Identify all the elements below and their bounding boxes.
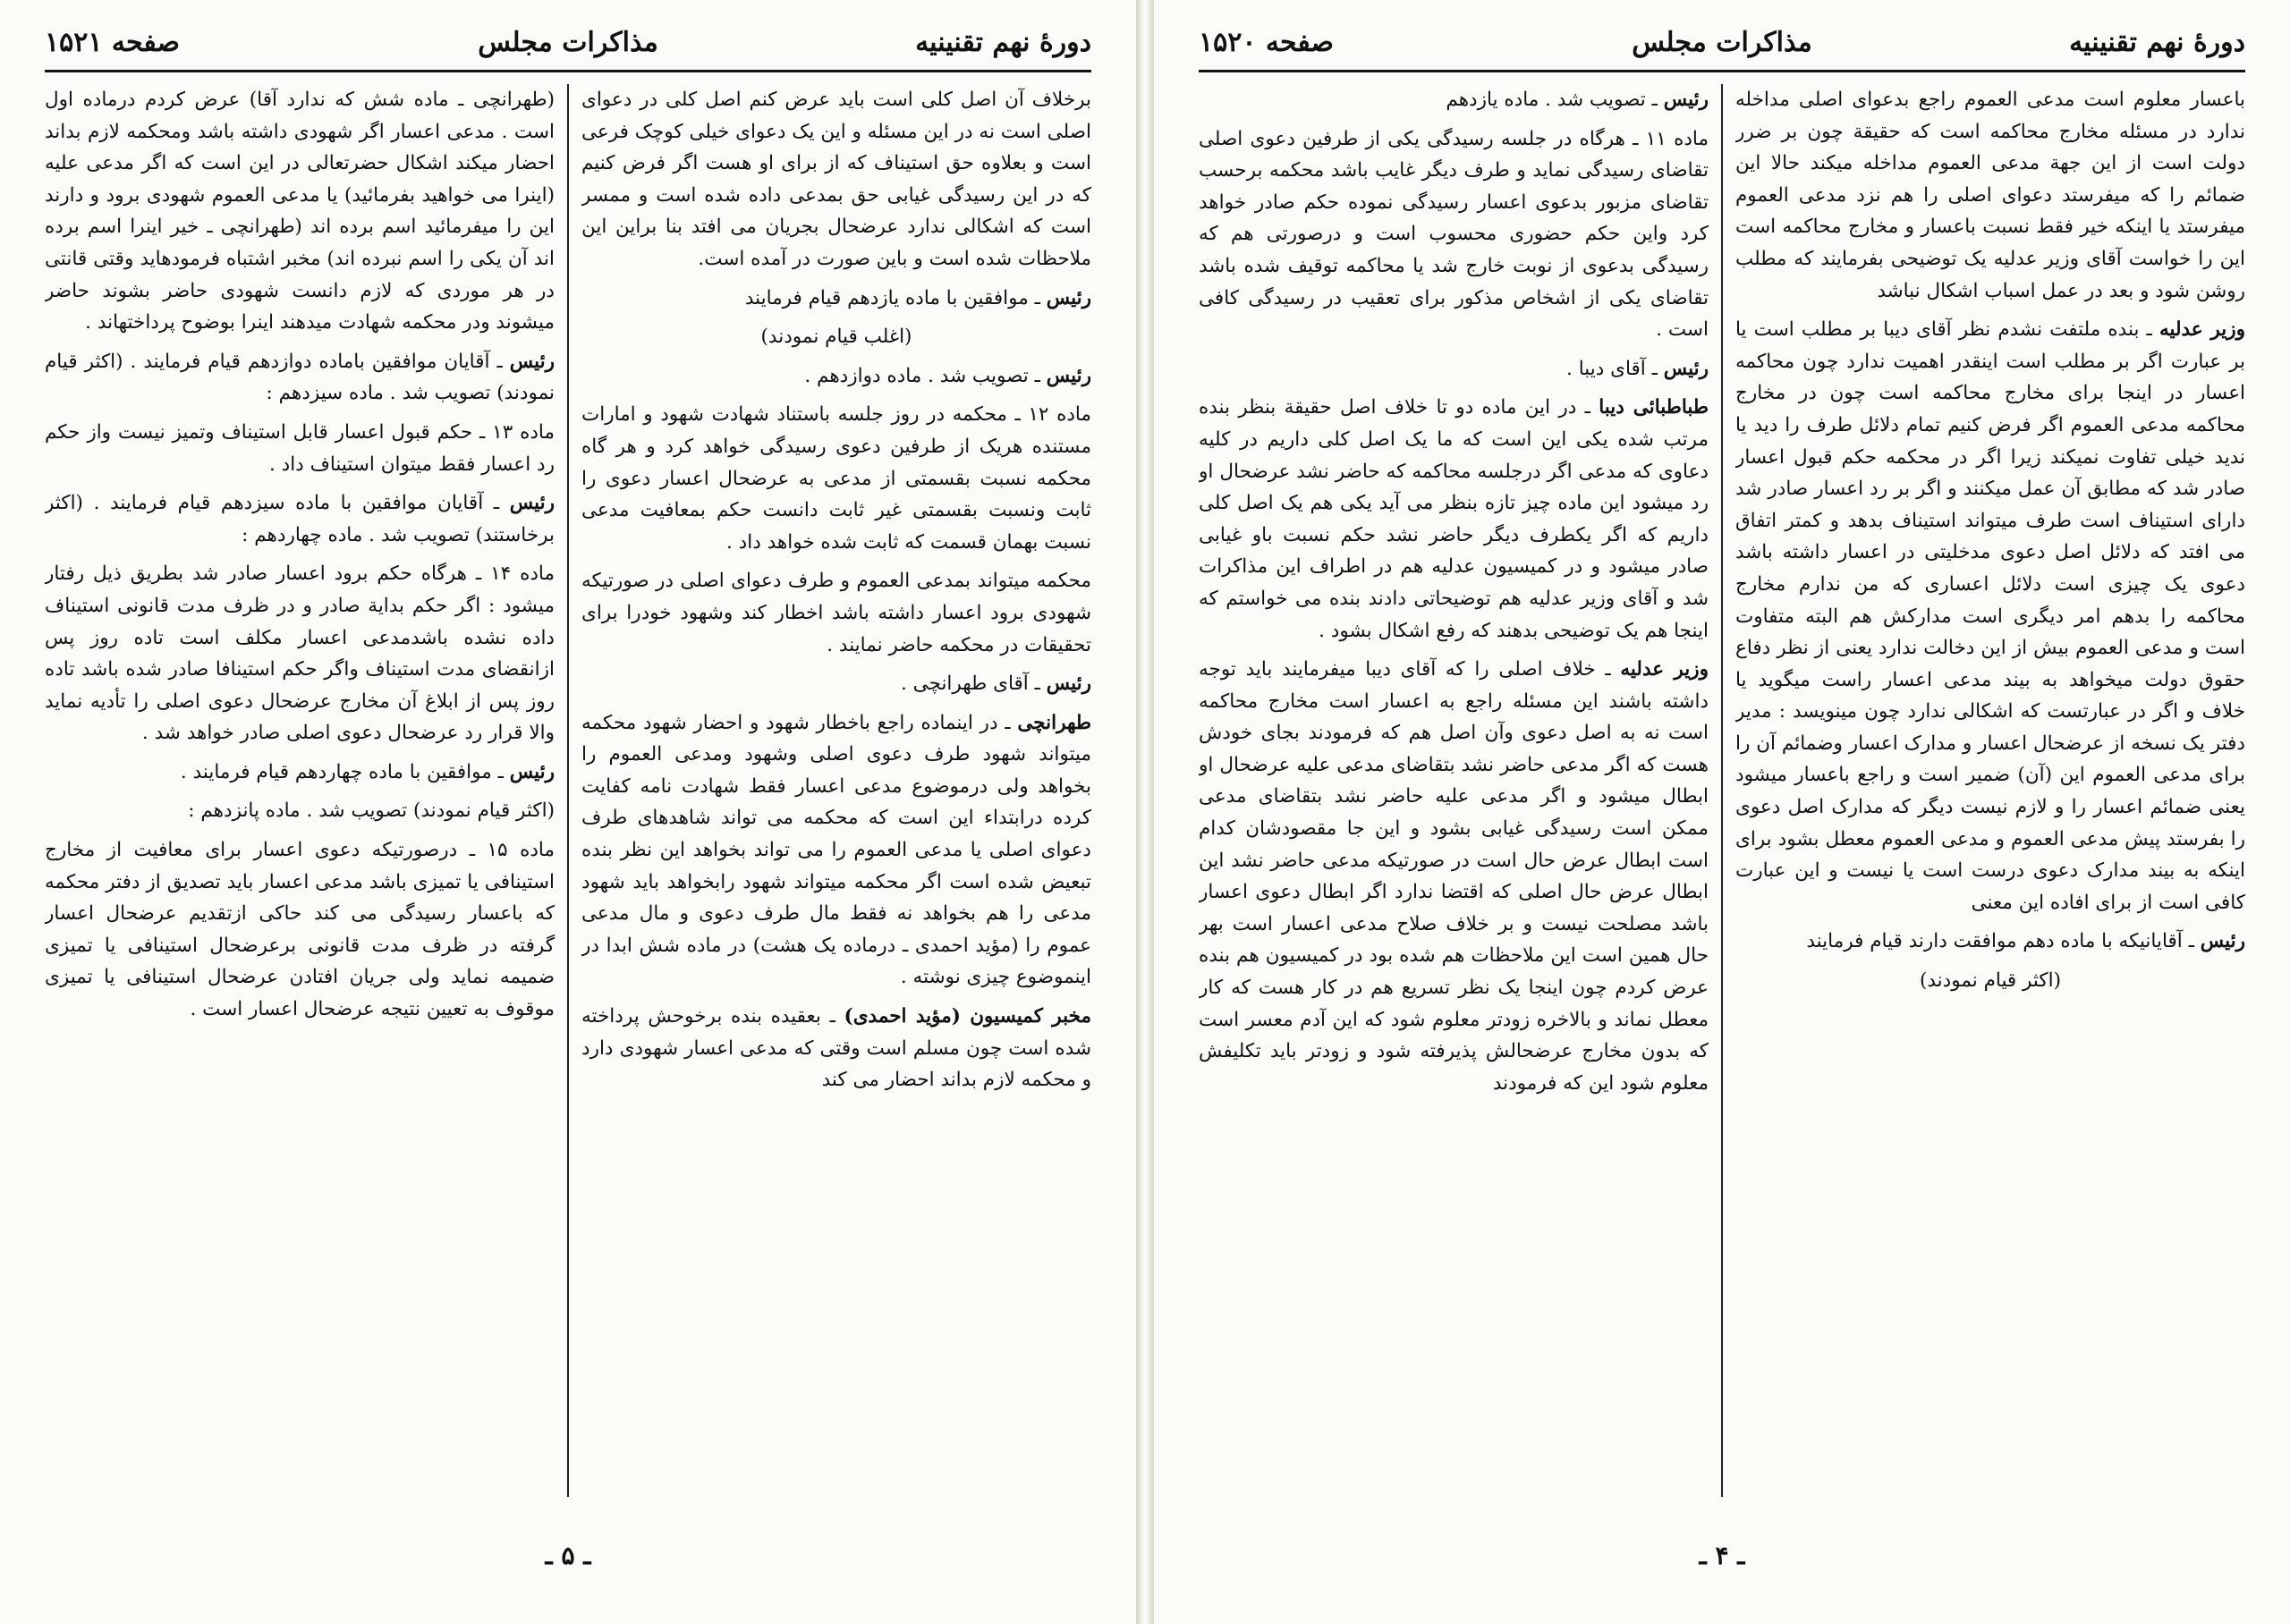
speaker-name: وزیر عدلیه (2159, 318, 2245, 342)
column-divider (1721, 84, 1723, 1497)
page-number: صفحه ۱۵۲۱ (45, 27, 180, 58)
paragraph-text: بعقیده بنده برخوحش پرداخته شده است چون مسلم است وقتی که مدعی اعسار شهودی دارد و محکمه لازم بداند احضار می کند (581, 1005, 1091, 1092)
paragraph: مخبر کمیسیون (مؤید احمدی) ـ بعقیده بنده برخوحش پرداخته شده است چون مسلم است وقتی که مدعی اعسار شهودی دارد و محکمه لازم بداند احضار می کند (581, 1005, 1091, 1092)
paragraph-text: آقای دیبا . (1566, 357, 1646, 380)
paragraph-text: ماده ۱۴ ـ هرگاه حکم برود اعسار صادر شد بطریق ذیل رفتار میشود : اگر حکم بدایة صادر و در ظرف مدت قانونی استیناف داده نشده باشدمدعی اعسار مکلف است تاده روز پس ازانقضای مدت استیناف واگر حکم استینافا صادر شده باشد تاده روز پس از ابلاغ آن مخارج عرضحال دعوی اصلی را تأدیه نماید والا قرار رد عرضحال دعوی اصلی صادر خواهد شد . (45, 562, 555, 745)
text-column-right (1735, 84, 2245, 1497)
paragraph: وزیر عدلیه ـ خلاف اصلی را که آقای دیبا میفرمایند باید توجه داشته باشند این مسئله راجع به اعسار است مخارج محاکمه است نه به اصل دعوی وآن اصل هم که فرمودند بجای خودش هست که اگر مدعی حاضر نشد بتقاضای مدعی علیه عرضحال او ابطال میشود و اگر مدعی علیه حاضر نشد بتقاضای مدعی ممکن است رسیدگی غیابی بشود و این جا مقصودشان کدام است ابطال عرض حال است در صورتیکه مدعی حاضر نشد این ابطال عرض حال اصلی که اقتضا ندارد اگر ابطال دعوی اعسار باشد مصلحت نیست و بر خلاف صلاح مدعی اعسار است بهر حال همین است این ملاحظات هم شده بود در کمیسیون هم بنده عرض کردم چون اینجا یک نظر تسریع هم در کار هست که کار معطل نماند و بالاخره زودتر معلوم شود که این آدم معسر است که بدون مخارج عرضحالش پذیرفته شود و زودتر باید تکلیفش معلوم شود این که فرمودند (1199, 658, 1709, 1095)
paragraph: رئیس ـ آقایان موافقین با ماده سیزدهم قیام فرمایند . (اکثر برخاستند) تصویب شد . ماده چهاردهم : (45, 492, 555, 546)
paragraph: طباطبائی دیبا ـ در این ماده دو تا خلاف اصل حقیقة بنظر بنده مرتب شده یکی این است که ما یک اصل کلی داریم در کلیه دعاوی که مدعی اگر درجلسه محاکمه که حاضر نشد عرضحال او رد میشود این ماده چیز تازه بنظر می آید یکی هم یک اصل کلی داریم که اگر یکطرف دیگر حاضر نشد حکم نسبت باو غیابی صادر میشود و در کمیسیون عدلیه هم در اطراف این مذاکرات شد و آقای وزیر عدلیه هم توضیحاتی دادند بنده می خواستم که اینجا هم یک توضیحی بدهند که رفع اشکال بشود . (1199, 396, 1709, 642)
journal-title: مذاکرات مجلس (1632, 27, 1812, 58)
paragraph: رئیس ـ آقایان موافقین باماده دوازدهم قیام فرمایند . (اکثر قیام نمودند) تصویب شد . ماده سیزدهم : (45, 350, 555, 405)
paragraph-text: باعسار معلوم است مدعی العموم راجع بدعوای اصلی مداخله ندارد در مسئله مخارج محاکمه است که حقیقة چون بر ضرر دولت است از این جهة مدعی العموم مداخله میکند حالا این ضمائم را که میفرستد دعوای اصلی را هم نزد مدعی العموم میفرستد یا اینکه خیر فقط نسبت باعسار و مخارج محاکمه است این را خواست آقای وزیر عدلیه یک توضیحی بفرمایند که مطلب روشن شود و بعد در عمل اسباب اشکال نباشد (1735, 89, 2245, 302)
text-column-left (45, 84, 555, 1497)
session-title: دورهٔ نهم تقنینیه (2069, 27, 2245, 58)
left-header (45, 20, 1091, 73)
paragraph (581, 565, 1091, 661)
paragraph-text: ماده ۱۵ ـ درصورتیکه دعوی اعسار برای معافیت از مخارج استینافی یا تمیزی باشد مدعی اعسار باید تصدیق از دفتر محکمه که باعسار رسیدگی می کند حاکی ازتقدیم عرضحال اعسار گرفته در ظرف مدت قانونی برعرضحال استینافی یا تمیزی ضمیمه نماید ولی جریان افتادن عرضحال استینافی یا تمیزی موقوف به تعیین نتیجه عرضحال اعسار است . (45, 839, 555, 1021)
speaker-name: رئیس (1046, 672, 1091, 696)
paragraph-text: در این ماده دو تا خلاف اصل حقیقة بنظر بنده مرتب شده یکی این است که ما یک اصل کلی داریم در کلیه دعاوی که مدعی اگر درجلسه محاکمه که حاضر نشد عرضحال او رد میشود این ماده چیز تازه بنظر می آید یکی هم یک اصل کلی داریم که اگر یکطرف دیگر حاضر نشد حکم نسبت باو غیابی صادر میشود و در کمیسیون عدلیه هم در اطراف این مذاکرات شد و آقای وزیر عدلیه هم توضیحاتی دادند بنده می خواستم که اینجا هم یک توضیحی بدهند که رفع اشکال بشود . (1199, 396, 1709, 642)
paragraph-text: تصویب شد . ماده دوازدهم . (804, 364, 1029, 387)
speaker-name: رئیس (1663, 357, 1709, 380)
paragraph-text: موافقین با ماده چهاردهم قیام فرمایند . (180, 760, 492, 783)
paragraph (45, 795, 555, 827)
paragraph-text: در اینماده راجع باخطار شهود و احضار شهود محکمه میتواند شهود طرف دعوی اصلی وشهود ومدعی العموم را بخواهد ولی درموضوع مدعی اعسار فقط شهادت نامه کفایت کرده درابتداء این است که محکمه می تواند شاهدهای طرف دعوای اصلی یا مدعی العموم را می تواند بخواهد این نظر بنده تبعیض شده است اگر محکمه میتواند شهود رابخواهد باید شهود مدعی را هم بخواهد نه فقط مال طرف دعوی و مال مدعی عموم را (مؤید احمدی ـ درماده یک هشت) در ماده شش ابدا در اینموضوع چیزی نوشته . (581, 711, 1091, 989)
paragraph: رئیس ـ آقای طهرانچی . (900, 672, 1091, 696)
page-number: صفحه ۱۵۲۰ (1199, 27, 1334, 58)
paragraph-text: بنده ملتفت نشدم نظر آقای دیبا بر مطلب است یا بر عبارت اگر بر مطلب است اینقدر اهمیت ندارد چون محاکمه اعسار در اینجا برای مخارج محاکمه است چون در مخارج محاکمه مدعی العموم اگر فرض کنیم تمام دلائل طرف را دید یا ندید خیلی تفاوت نمیکند زیرا اگر در محکمه حکم قبول اعسار صادر شد که مطابق آن عمل میکنند و اگر بر رد اعسار صادر شد دارای استیناف است طرف میتواند استیناف بدهد و کمتر اتفاق می افتد که دلائل اصل دعوی مدخلیتی در اعسار داشته باشد دعوی یک چیزی است دلائل اعساری که من ندارم مخارج محاکمه را بدهم امر دیگری است مدارکش هم البته متفاوت است و مدعی العموم بیش از این دخالت ندارد یعنی از نظر دفاع حقوق دولت میخواهد به بیند مدعی اعسار راست میگوید یا خلاف و اگر در عبارتست که اشکالی ندارد چون مینویسد : مدیر دفتر یک نسخه از عرضحال اعسار و مدارک اعسار وضمائم آن را برای مدعی العموم این (آن) ضمیر است و راجع باعسار میشود یعنی ضمائم اعسار را و لازم نیست دیگر که مدارک اصل دعوی را بفرستد پیش مدعی العموم و مدعی العموم معطل بشود برای اینکه به بیند مدارک دعوی درست است یا نیست و این عبارت کافی است از برای افاده این معنی (1735, 318, 2245, 914)
header-rule (1199, 70, 2245, 72)
paragraph: رئیس ـ تصویب شد . ماده یازدهم (1446, 89, 1709, 111)
speaker-name: مخبر کمیسیون (مؤید احمدی) (844, 1005, 1091, 1028)
paragraph: (اکثر قیام نمودند) (1920, 969, 2061, 993)
paragraph-text: ماده ۱۱ ـ هرگاه در جلسه رسیدگی یکی از طرفین دعوی اصلی تقاضای رسیدگی نماید و طرف دیگر غایب باشد محکمه برحسب تقاضای مزبور بدعوی اعسار رسیدگی نموده حکم صادر خواهد کرد واین حکم حضوری محسوب است و درصورتی هم که رسیدگی بدعوی از نوبت خارج شد یا محاکمه توقیف شده باشد تقاضای یکی از اشخاص مذکور برای تعقیب در رسیدگی کافی است . (1199, 127, 1709, 342)
journal-title: مذاکرات مجلس (478, 27, 658, 58)
speaker-name: طهرانچی (1017, 711, 1091, 734)
speaker-name: رئیس (2200, 930, 2245, 953)
paragraph-text: آقایانیکه با ماده دهم موافقت دارند قیام فرمایند (1806, 930, 2183, 953)
paragraph: رئیس ـ آقای دیبا . (1566, 357, 1709, 380)
paragraph (581, 399, 1091, 558)
paragraph-text: (طهرانچی ـ ماده شش که ندارد آقا) عرض کردم درماده اول است . مدعی اعسار اگر شهودی داشته باشد ومحکمه لازم بداند احضار میکند اشکال حضرتعالی در این است که اگر مدعی علیه (اینرا می خواهید بفرمائید) یا مدعی العموم شهودی برود و دارند این را میفرمائید اسم برده اند (طهرانچی ـ خیر اینرا اسم برده اند آن یکی را اسم نبرده اند) مخبر اشتباه فرمودهاید وقتی قانتی در هر موردی که لازم دانست شهودی حاضر بشوند حاضر میشوند ودر محکمه شهادت میدهند اینرا بوضوح پرداختهاند . (45, 89, 555, 334)
paragraph: طهرانچی ـ در اینماده راجع باخطار شهود و احضار شهود محکمه میتواند شهود طرف دعوی اصلی وشهود ومدعی العموم را بخواهد ولی درموضوع مدعی اعسار فقط شهادت نامه کفایت کرده درابتداء این است که محکمه می تواند شاهدهای طرف دعوای اصلی یا مدعی العموم را می تواند بخواهد این نظر بنده تبعیض شده است اگر محکمه میتواند شهود رابخواهد باید شهود مدعی را هم بخواهد نه فقط مال طرف دعوی و مال مدعی عموم را (مؤید احمدی ـ درماده یک هشت) در ماده شش ابدا در اینموضوع چیزی نوشته . (581, 711, 1091, 989)
paragraph-text: ماده ۱۲ ـ محکمه در روز جلسه باستناد شهادت شهود و امارات مستنده هریک از طرفین دعوی رسیدگی خواهد کرد و هر گاه محکمه نسبت بقسمتی از مدعی به عرضحال اعسار دعوی را ثابت ونسبت بقسمتی غیر ثابت دانست حکم بمعافیت مدعی نسبت بهمان قسمت که ثابت شده خواهد داد . (581, 403, 1091, 554)
paragraph-text: آقای طهرانچی . (900, 672, 1029, 696)
speaker-name: رئیس (1046, 286, 1091, 309)
speaker-name: رئیس (509, 760, 555, 783)
paragraph: (اغلب قیام نمودند) (760, 326, 912, 349)
speaker-name: رئیس (509, 350, 555, 373)
paragraph (45, 84, 555, 339)
right-page (1154, 0, 2290, 1624)
paragraph-text: تصویب شد . ماده یازدهم (1446, 89, 1646, 111)
paragraph-text: (اکثر قیام نمودند) تصویب شد . ماده پانزدهم : (188, 799, 555, 823)
speaker-name: رئیس (1046, 364, 1091, 387)
paragraph: رئیس ـ آقایانیکه با ماده دهم موافقت دارند قیام فرمایند (1806, 930, 2245, 953)
text-column-right (581, 84, 1091, 1497)
paragraph (45, 834, 555, 1026)
paragraph: وزیر عدلیه ـ بنده ملتفت نشدم نظر آقای دیبا بر مطلب است یا بر عبارت اگر بر مطلب است اینقدر اهمیت ندارد چون محاکمه اعسار در اینجا برای مخارج محاکمه است چون در مخارج محاکمه مدعی العموم اگر فرض کنیم تمام دلائل طرف را دید یا ندید خیلی تفاوت نمیکند زیرا اگر در محکمه حکم قبول اعسار صادر شد که مطابق آن عمل میکنند و اگر بر رد اعسار صادر شد دارای استیناف است طرف میتواند استیناف بدهد و کمتر اتفاق می افتد که دلائل اصل دعوی مدخلیتی در اعسار داشته باشد دعوی یک چیزی است دلائل اعساری که من ندارم مخارج محاکمه را بدهم امر دیگری است مدارکش هم البته متفاوت است و مدعی العموم بیش از این دخالت ندارد یعنی از نظر دفاع حقوق دولت میخواهد به بیند مدعی اعسار راست میگوید یا خلاف و اگر در عبارتست که اشکالی ندارد چون مینویسد : مدیر دفتر یک نسخه از عرضحال اعسار و مدارک اعسار وضمائم آن را برای مدعی العموم این (آن) ضمیر است و راجع باعسار میشود یعنی ضمائم اعسار را و لازم نیست دیگر که مدارک اصل دعوی را بفرستد پیش مدعی العموم و مدعی العموم معطل بشود برای اینکه به بیند مدارک دعوی درست است یا نیست و این عبارت کافی است از برای افاده این معنی (1735, 318, 2245, 914)
paragraph-text: ماده ۱۳ ـ حکم قبول اعسار قابل استیناف وتمیز نیست واز حکم رد اعسار فقط میتوان استیناف داد . (45, 420, 555, 476)
paragraph (45, 417, 555, 480)
speaker-name: رئیس (1663, 89, 1709, 111)
session-title: دورهٔ نهم تقنینیه (915, 27, 1091, 58)
paragraph (1735, 84, 2245, 307)
speaker-name: وزیر عدلیه (1620, 658, 1709, 681)
header-rule (45, 70, 1091, 72)
book-gutter (1136, 0, 1154, 1624)
column-divider (567, 84, 569, 1497)
paragraph (1199, 123, 1709, 346)
folio-number: ـ ۵ ـ (545, 1541, 591, 1570)
paragraph-text: آقایان موافقین با ماده سیزدهم قیام فرمایند . (اکثر برخاستند) تصویب شد . ماده چهاردهم : (45, 492, 555, 546)
paragraph (45, 558, 555, 749)
speaker-name: طباطبائی دیبا (1599, 396, 1709, 419)
paragraph-text: برخلاف آن اصل کلی است باید عرض کنم اصل کلی در دعوای اصلی است نه در این مسئله و این یک دعوای خیلی کوچک فرعی است و بعلاوه حق استیناف که از برای او هست اگر فرض کنیم که در این رسیدگی غیابی حق بمدعی داده شده است و ممسر است که اشکالی ندارد عرضحال بجریان می افتد بنا براین این ملاحظات شده است و باین صورت در آمده است. (581, 89, 1091, 270)
right-header (1199, 20, 2245, 73)
paragraph-text: خلاف اصلی را که آقای دیبا میفرمایند باید توجه داشته باشند این مسئله راجع به اعسار است مخارج محاکمه است نه به اصل دعوی وآن اصل هم که فرمودند بجای خودش هست که اگر مدعی حاضر نشد بتقاضای مدعی علیه عرضحال او ابطال میشود و اگر مدعی علیه حاضر نشد بتقاضای مدعی ممکن است رسیدگی غیابی بشود و این جا مقصودشان کدام است ابطال عرض حال است در صورتیکه مدعی حاضر نشد این ابطال عرض حال اصلی که اقتضا ندارد اگر ابطال دعوی اعسار باشد مصلحت نیست و بر خلاف صلاح مدعی اعسار است بهر حال همین است این ملاحظات هم شده بود در کمیسیون هم بنده عرض کردم چون اینجا یک نظر تسریع هم در کار هست که کار معطل نماند و بالاخره زودتر معلوم شود که این آدم معسر است که بدون مخارج عرضحالش پذیرفته شود و زودتر باید تکلیفش معلوم شود این که فرمودند (1199, 658, 1709, 1095)
paragraph-text: آقایان موافقین باماده دوازدهم قیام فرمایند . (اکثر قیام نمودند) تصویب شد . ماده سیزدهم : (45, 350, 555, 405)
paragraph (581, 84, 1091, 275)
paragraph-text: محکمه میتواند بمدعی العموم و طرف دعوای اصلی در صورتیکه شهودی برود اعسار داشته باشد اخطار کند وشهود خودرا برای تحقیقات در محکمه حاضر نمایند . (581, 570, 1091, 656)
paragraph-text: موافقین با ماده یازدهم قیام فرمایند (744, 286, 1029, 309)
speaker-name: رئیس (509, 492, 555, 515)
paragraph: رئیس ـ تصویب شد . ماده دوازدهم . (804, 364, 1091, 387)
text-column-left (1199, 84, 1709, 1497)
left-page (0, 0, 1136, 1624)
paragraph: رئیس ـ موافقین با ماده چهاردهم قیام فرمایند . (180, 760, 555, 783)
folio-number: ـ ۴ ـ (1699, 1541, 1745, 1570)
paragraph: رئیس ـ موافقین با ماده یازدهم قیام فرمایند (744, 286, 1091, 309)
